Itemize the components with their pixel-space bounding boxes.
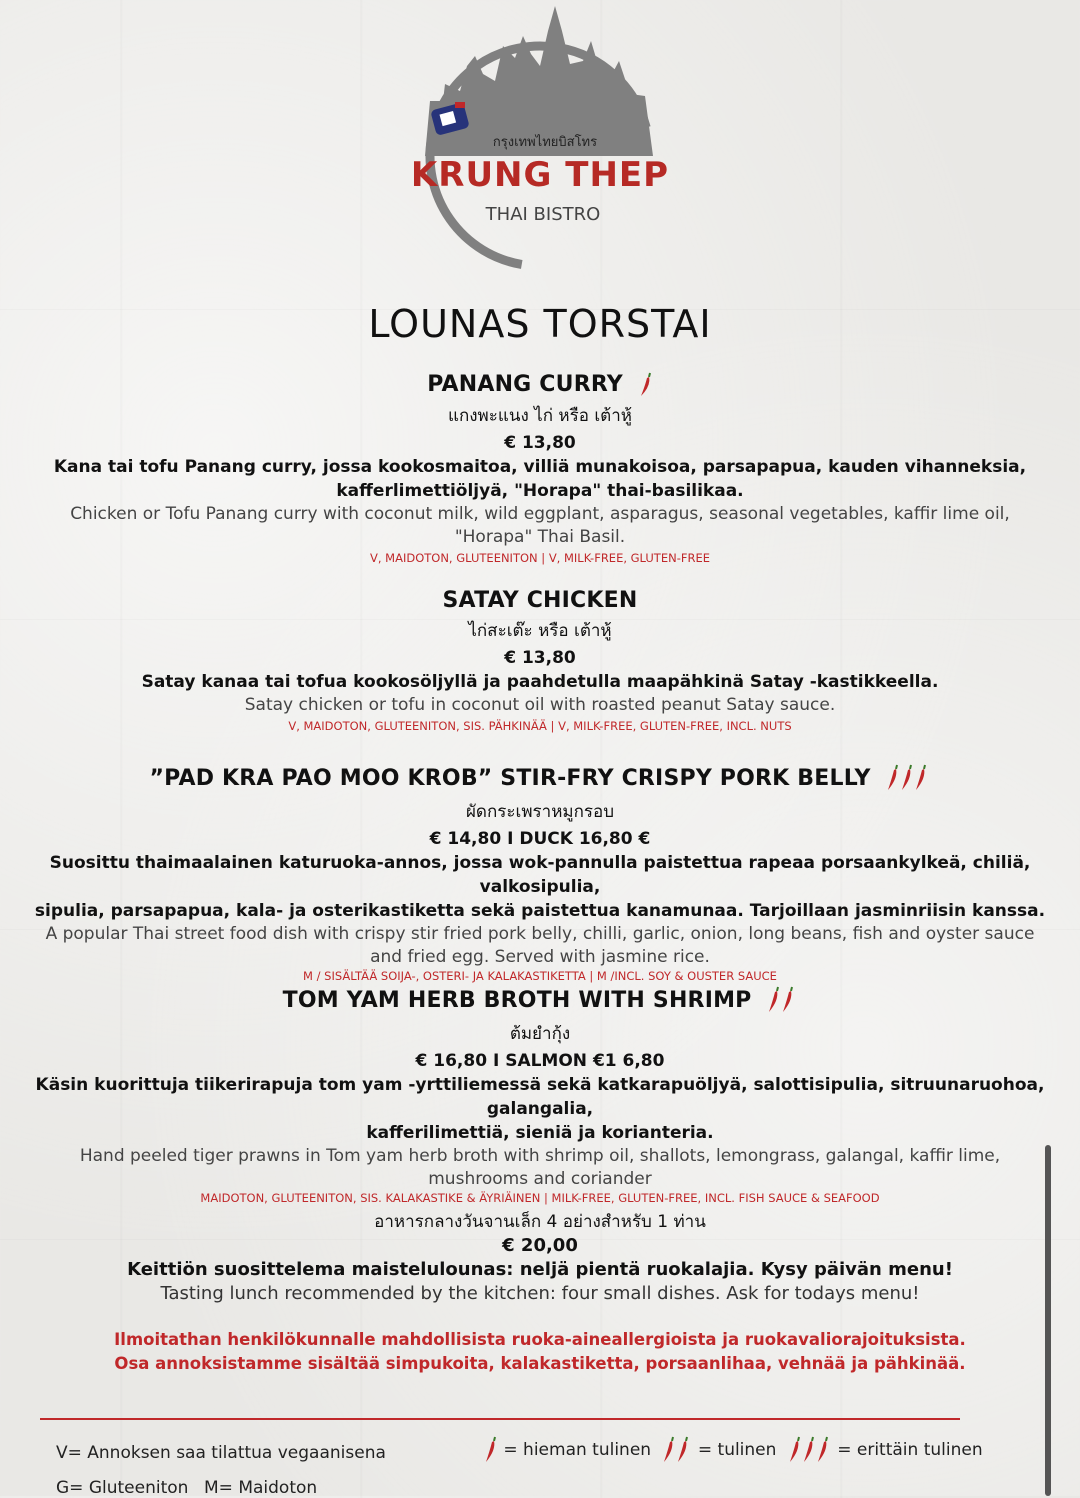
tasting-price: € 20,00 xyxy=(502,1235,578,1256)
legend-gluten-free: G= Gluteeniton xyxy=(56,1478,189,1498)
allergy-notice-line1: Ilmoitathan henkilökunnalle mahdollisista ruoka-aineallergioista ja ruokavaliorajoituksista. xyxy=(114,1330,966,1349)
dish-tom-yam xyxy=(0,986,1080,1205)
chili-pepper-icon xyxy=(484,1436,498,1464)
dish-description-en: Chicken or Tofu Panang curry with coconut milk, wild eggplant, asparagus, seasonal vegetables, kaffir lime oil, "Horapa" Thai Basil. xyxy=(70,504,1010,547)
legend-very-hot-label: = erittäin tulinen xyxy=(837,1440,983,1460)
dish-thai-name: ผัดกระเพราหมูกรอบ xyxy=(465,802,615,822)
menu-title: LOUNAS TORSTAI xyxy=(368,302,712,346)
legend-vegan: V= Annoksen saa tilattua vegaanisena xyxy=(56,1443,386,1463)
dish-description-en: Satay chicken or tofu in coconut oil with roasted peanut Satay sauce. xyxy=(244,695,836,715)
chili-pepper-icon xyxy=(639,372,653,398)
dish-name: TOM YAM HERB BROTH WITH SHRIMP xyxy=(0,986,1080,1016)
dish-description-fi: Kana tai tofu Panang curry, jossa kookosmaitoa, villiä munakoisoa, parsapapua, kauden vihanneksia, kafferlimettiöljyä, "Horapa" thai-basilikaa. xyxy=(53,457,1027,501)
restaurant-logo xyxy=(405,6,675,276)
legend-mild-label: = hieman tulinen xyxy=(503,1440,652,1460)
dish-diet-tags: V, MAIDOTON, GLUTEENITON, SIS. PÄHKINÄÄ | V, MILK-FREE, GLUTEN-FREE, INCL. NUTS xyxy=(288,719,792,733)
dish-pad-kra-pao xyxy=(0,764,1080,983)
dish-name: SATAY CHICKEN xyxy=(442,588,638,613)
chili-pepper-icon xyxy=(886,764,930,794)
dish-price: € 13,80 xyxy=(504,648,576,668)
tasting-thai-name: อาหารกลางวันจานเล็ก 4 อย่างสำหรับ 1 ท่าน xyxy=(374,1212,706,1232)
tasting-description-en: Tasting lunch recommended by the kitchen: four small dishes. Ask for todays menu! xyxy=(160,1283,920,1304)
svg-text:THAI BISTRO: THAI BISTRO xyxy=(485,204,601,225)
dish-price: € 14,80 I DUCK 16,80 € xyxy=(429,829,651,849)
dish-name: PANANG CURRY xyxy=(0,372,1080,398)
dish-diet-tags: MAIDOTON, GLUTEENITON, SIS. KALAKASTIKE & ÄYRIÄINEN | MILK-FREE, GLUTEN-FREE, INCL. FISH SAUCE & SEAFOOD xyxy=(200,1191,880,1205)
allergy-notice xyxy=(0,1328,1080,1376)
dish-thai-name: แกงพะแนง ไก่ หรือ เต้าหู้ xyxy=(448,406,632,426)
tasting-lunch xyxy=(0,1208,1080,1305)
dish-thai-name: ไก่สะเต๊ะ หรือ เต้าหู้ xyxy=(468,621,612,641)
footer-divider xyxy=(40,1418,960,1420)
chili-pepper-icon xyxy=(767,986,797,1016)
chili-pepper-icon xyxy=(788,1436,832,1464)
dish-description-fi: Satay kanaa tai tofua kookosöljyllä ja paahdetulla maapähkinä Satay -kastikkeella. xyxy=(141,672,939,692)
allergy-notice-line2: Osa annoksistamme sisältää simpukoita, kalakastiketta, porsaanlihaa, vehnää ja pähkinää. xyxy=(114,1354,966,1373)
svg-text:กรุงเทพไทยบิสโทร: กรุงเทพไทยบิสโทร xyxy=(492,135,598,150)
tasting-description-fi: Keittiön suosittelema maistelulounas: neljä pientä ruokalajia. Kysy päivän menu! xyxy=(127,1259,953,1280)
dish-price: € 13,80 xyxy=(504,433,576,453)
legend-spice xyxy=(484,1436,983,1464)
dish-diet-tags: M / SISÄLTÄÄ SOIJA-, OSTERI- JA KALAKASTIKETTA | M /INCL. SOY & OUSTER SAUCE xyxy=(303,969,777,983)
chili-pepper-icon xyxy=(662,1436,692,1464)
dish-description-fi: Käsin kuorittuja tiikerirapuja tom yam -yrttiliemessä sekä katkarapuöljyä, salottisipulia, sitruunaruohoa, galangalia, kafferilimettiä, sieniä ja korianteria. xyxy=(35,1075,1045,1143)
dish-diet-tags: V, MAIDOTON, GLUTEENITON | V, MILK-FREE, GLUTEN-FREE xyxy=(369,551,710,565)
dish-price: € 16,80 I SALMON €1 6,80 xyxy=(415,1051,665,1071)
legend-milk-free: M= Maidoton xyxy=(204,1478,318,1498)
dish-name: ”PAD KRA PAO MOO KROB” STIR-FRY CRISPY PORK BELLY xyxy=(0,764,1080,794)
scrollbar[interactable] xyxy=(1045,1145,1051,1496)
dish-description-fi: Suosittu thaimaalainen katuruoka-annos, jossa wok-pannulla paistettua rapeaa porsaankylkeä, chiliä, valkosipulia, sipulia, parsapapua, kala- ja osterikastiketta sekä paistettua kanamunaa. Tarjoillaan jasminriisin kanssa. xyxy=(34,853,1046,921)
dish-satay-chicken xyxy=(0,588,1080,733)
dish-panang-curry xyxy=(0,372,1080,565)
dish-thai-name: ต้มยำกุ้ง xyxy=(509,1024,571,1044)
dish-description-en: A popular Thai street food dish with crispy stir fried pork belly, chilli, garlic, onion, long beans, fish and oyster sauce and fried egg. Served with jasmine rice. xyxy=(45,924,1035,967)
dish-description-en: Hand peeled tiger prawns in Tom yam herb broth with shrimp oil, shallots, lemongrass, galangal, kaffir lime, mushrooms and coriander xyxy=(79,1146,1001,1189)
legend-hot-label: = tulinen xyxy=(697,1440,777,1460)
svg-text:KRUNG THEP: KRUNG THEP xyxy=(410,155,670,195)
